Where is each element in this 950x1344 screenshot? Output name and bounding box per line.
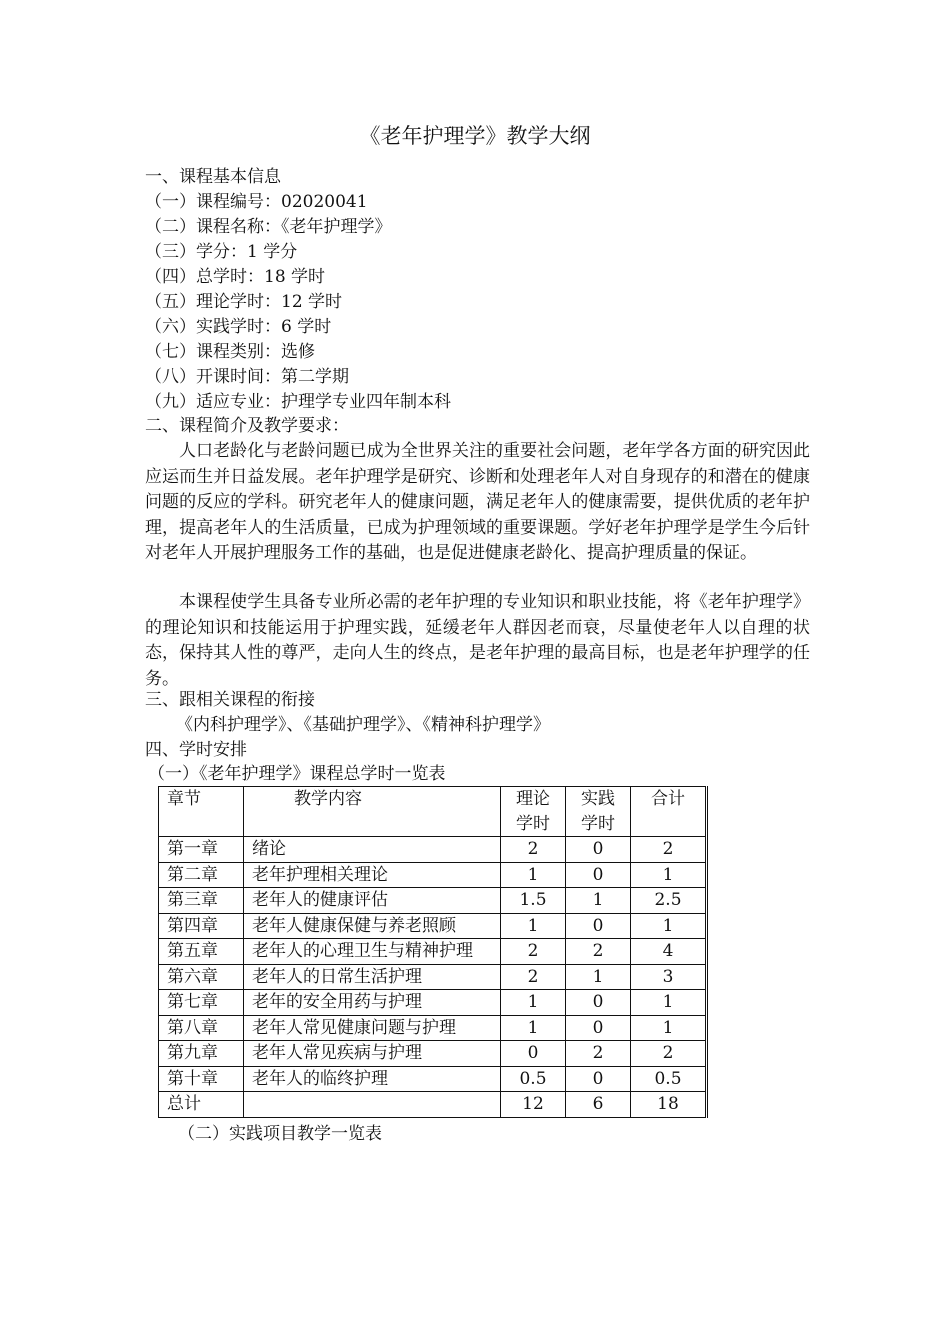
practice-hours: （六）实践学时：6 学时 bbox=[145, 317, 332, 337]
table-row bbox=[159, 990, 707, 1016]
cell-total: 4 bbox=[631, 939, 707, 965]
cell-total: 1 bbox=[631, 990, 707, 1016]
cell-total: 2.5 bbox=[631, 888, 707, 914]
section1-heading: 一、课程基本信息 bbox=[145, 167, 281, 187]
header-content: 教学内容 bbox=[244, 787, 501, 837]
table-row bbox=[159, 862, 707, 888]
cell-content: 老年人健康保健与养老照顾 bbox=[244, 913, 501, 939]
cell-theory-hours: 1.5 bbox=[501, 888, 566, 914]
cell-chapter: 第九章 bbox=[159, 1041, 244, 1067]
cell-content: 老年人的临终护理 bbox=[244, 1066, 501, 1092]
related-courses: 《内科护理学》、《基础护理学》、《精神科护理学》 bbox=[176, 715, 550, 735]
section2-heading: 二、课程简介及教学要求： bbox=[145, 416, 349, 436]
cell-chapter: 第六章 bbox=[159, 964, 244, 990]
cell-practice-hours: 6 bbox=[566, 1092, 631, 1118]
cell-practice-hours: 2 bbox=[566, 1041, 631, 1067]
table-row bbox=[159, 913, 707, 939]
header-theory-hours: 理论学时 bbox=[501, 787, 566, 837]
cell-practice-hours: 0 bbox=[566, 1066, 631, 1092]
section4-heading: 四、学时安排 bbox=[145, 740, 247, 760]
course-credits: （三）学分：1 学分 bbox=[145, 242, 298, 262]
cell-content: 老年人的健康评估 bbox=[244, 888, 501, 914]
cell-total: 3 bbox=[631, 964, 707, 990]
table-row bbox=[159, 837, 707, 863]
semester: （八）开课时间：第二学期 bbox=[145, 367, 349, 387]
cell-total: 2 bbox=[631, 837, 707, 863]
cell-theory-hours: 2 bbox=[501, 939, 566, 965]
cell-content: 绪论 bbox=[244, 837, 501, 863]
target-major: （九）适应专业：护理学专业四年制本科 bbox=[145, 392, 451, 412]
hours-table bbox=[158, 786, 708, 1118]
cell-total: 2 bbox=[631, 1041, 707, 1067]
cell-total: 1 bbox=[631, 1015, 707, 1041]
cell-chapter: 第七章 bbox=[159, 990, 244, 1016]
cell-total: 0.5 bbox=[631, 1066, 707, 1092]
cell-practice-hours: 0 bbox=[566, 1015, 631, 1041]
cell-chapter: 第二章 bbox=[159, 862, 244, 888]
cell-chapter: 总计 bbox=[159, 1092, 244, 1118]
table-caption: （一）《老年护理学》课程总学时一览表 bbox=[148, 764, 446, 784]
cell-practice-hours: 1 bbox=[566, 888, 631, 914]
document-title: 《老年护理学》教学大纲 bbox=[359, 124, 591, 148]
cell-content bbox=[244, 1092, 501, 1118]
cell-content: 老年护理相关理论 bbox=[244, 862, 501, 888]
cell-content: 老年人常见疾病与护理 bbox=[244, 1041, 501, 1067]
cell-total: 1 bbox=[631, 862, 707, 888]
cell-theory-hours: 1 bbox=[501, 913, 566, 939]
table-row bbox=[159, 1066, 707, 1092]
cell-content: 老年人的心理卫生与精神护理 bbox=[244, 939, 501, 965]
cell-content: 老年的安全用药与护理 bbox=[244, 990, 501, 1016]
cell-practice-hours: 0 bbox=[566, 913, 631, 939]
header-chapter: 章节 bbox=[159, 787, 244, 837]
intro-paragraph-1: 人口老龄化与老龄问题已成为全世界关注的重要社会问题，老年学各方面的研究因此应运而生并日益发展。老年护理学是研究、诊断和处理老年人对自身现存的和潜在的健康问题的反应的学科。研究老年人的健康问题，满足老年人的健康需要，提供优质的老年护理，提高老年人的生活质量，已成为护理领域的重要课题。学好老年护理学是学生今后针对老年人开展护理服务工作的基础，也是促进健康老龄化、提高护理质量的保证。 bbox=[145, 441, 810, 563]
course-name: （二）课程名称：《老年护理学》 bbox=[145, 217, 392, 237]
cell-theory-hours: 2 bbox=[501, 964, 566, 990]
header-total: 合计 bbox=[631, 787, 707, 837]
header-practice-hours: 实践学时 bbox=[566, 787, 631, 837]
cell-chapter: 第十章 bbox=[159, 1066, 244, 1092]
table-header-row bbox=[159, 787, 707, 837]
intro-paragraph-2: 本课程使学生具备专业所必需的老年护理的专业知识和职业技能，将《老年护理学》的理论知识和技能运用于护理实践，延缓老年人群因老而衰，尽量使老年人以自理的状态，保持其人性的尊严，走向人生的终点，是老年护理的最高目标，也是老年护理学的任务。 bbox=[145, 592, 810, 689]
cell-practice-hours: 0 bbox=[566, 862, 631, 888]
table-row bbox=[159, 1041, 707, 1067]
cell-theory-hours: 1 bbox=[501, 990, 566, 1016]
cell-chapter: 第八章 bbox=[159, 1015, 244, 1041]
cell-theory-hours: 12 bbox=[501, 1092, 566, 1118]
cell-chapter: 第一章 bbox=[159, 837, 244, 863]
cell-total: 1 bbox=[631, 913, 707, 939]
table-row bbox=[159, 888, 707, 914]
table-row bbox=[159, 1092, 707, 1118]
cell-theory-hours: 0 bbox=[501, 1041, 566, 1067]
table-row bbox=[159, 1015, 707, 1041]
cell-theory-hours: 1 bbox=[501, 1015, 566, 1041]
total-hours: （四）总学时：18 学时 bbox=[145, 267, 326, 287]
cell-theory-hours: 1 bbox=[501, 862, 566, 888]
table-row bbox=[159, 939, 707, 965]
cell-total: 18 bbox=[631, 1092, 707, 1118]
cell-practice-hours: 2 bbox=[566, 939, 631, 965]
cell-chapter: 第四章 bbox=[159, 913, 244, 939]
next-table-caption: （二）实践项目教学一览表 bbox=[178, 1124, 382, 1144]
cell-practice-hours: 0 bbox=[566, 837, 631, 863]
cell-theory-hours: 0.5 bbox=[501, 1066, 566, 1092]
cell-content: 老年人的日常生活护理 bbox=[244, 964, 501, 990]
cell-chapter: 第三章 bbox=[159, 888, 244, 914]
cell-content: 老年人常见健康问题与护理 bbox=[244, 1015, 501, 1041]
theory-hours: （五）理论学时：12 学时 bbox=[145, 292, 343, 312]
section3-heading: 三、跟相关课程的衔接 bbox=[145, 690, 315, 710]
table-row bbox=[159, 964, 707, 990]
cell-practice-hours: 0 bbox=[566, 990, 631, 1016]
cell-chapter: 第五章 bbox=[159, 939, 244, 965]
cell-practice-hours: 1 bbox=[566, 964, 631, 990]
course-category: （七）课程类别：选修 bbox=[145, 342, 315, 362]
cell-theory-hours: 2 bbox=[501, 837, 566, 863]
course-code: （一）课程编号：02020041 bbox=[145, 192, 368, 212]
